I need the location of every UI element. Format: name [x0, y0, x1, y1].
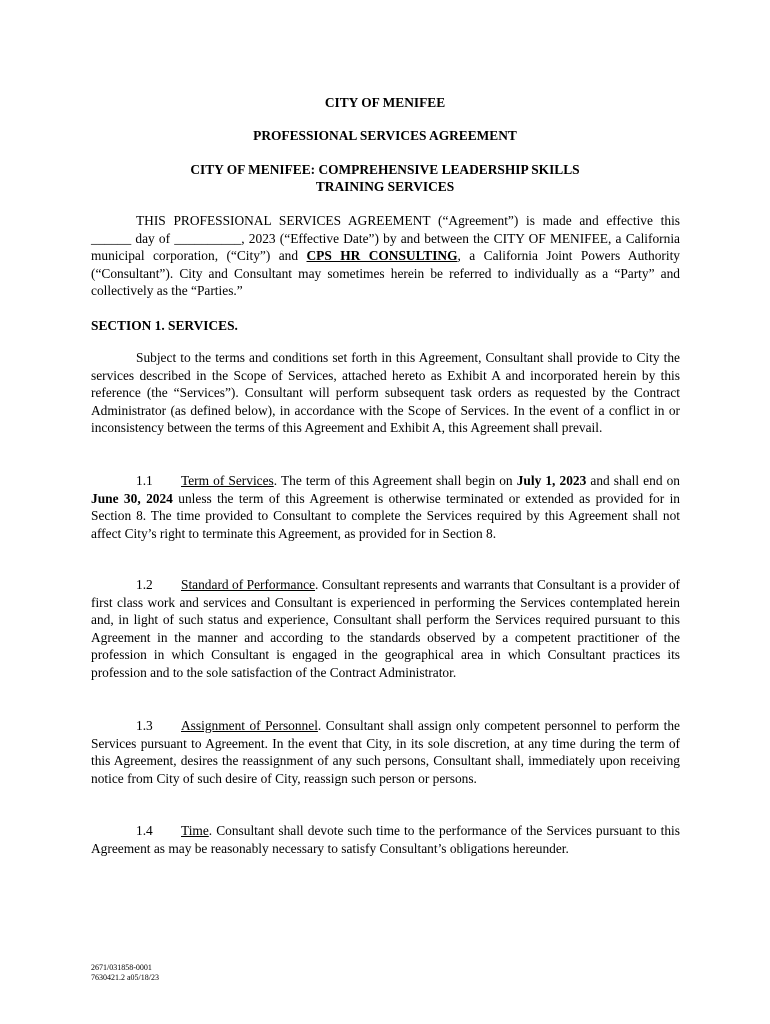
intro-text-1: THIS PROFESSIONAL SERVICES AGREEMENT (“Agreement”) is made and effective this ______ day of __________, 2023 (“Effective Date”) by and between the CITY OF MENIFEE, a California municipal corporation, (“City”) and [91, 213, 680, 264]
clause-number: 1.4 [136, 823, 153, 838]
clause-1-3 [91, 717, 680, 787]
clause-title: Standard of Performance [181, 577, 316, 592]
clause-number: 1.2 [136, 577, 153, 592]
document-title-agreement: PROFESSIONAL SERVICES AGREEMENT [253, 128, 517, 143]
clause-title: Time [181, 823, 209, 838]
clause-text: . Consultant represents and warrants that Consultant is a provider of first class work and services and Consultant is experienced in performing the Services contemplated herein and, in light of such status and experience, Consultant shall perform the Services required pursuant to this Agreement in the manner and according to the standards observed by a competent practitioner of the profession in which Consultant is engaged in the geographical area in which Consultant practices its profession and to the sole satisfaction of the Contract Administrator. [91, 577, 680, 680]
footer-version: 7630421.2 a05/18/23 [91, 973, 159, 982]
start-date: July 1, 2023 [516, 473, 587, 488]
clause-1-2 [91, 576, 680, 682]
document-title-city: CITY OF MENIFEE [324, 95, 446, 110]
document-subtitle-line1: CITY OF MENIFEE: COMPREHENSIVE LEADERSHIP SKILLS [190, 162, 580, 177]
clause-title: Assignment of Personnel [181, 718, 318, 733]
consultant-name: CPS HR CONSULTING [306, 248, 458, 264]
intro-text-2: , a California Joint Powers Authority (“Consultant”). City and Consultant may sometimes herein be referred to individually as a “Party” and collectively as the “Parties.” [91, 248, 680, 299]
clause-text: and shall end on [586, 473, 680, 488]
clause-1-1 [91, 472, 680, 542]
end-date: June 30, 2024 [91, 490, 173, 506]
footer-file-number: 2671/031858-0001 [91, 963, 152, 972]
document-footer [91, 963, 159, 983]
section-1-heading: SECTION 1. SERVICES. [91, 318, 238, 333]
clause-text: unless the term of this Agreement is otherwise terminated or extended as provided for in Section 8. The time provided to Consultant to complete the Services required by this Agreement shall not affect City’s right to terminate this Agreement, as provided for in Section 8. [91, 490, 680, 541]
clause-text: . Consultant shall devote such time to the performance of the Services pursuant to this Agreement as may be reasonably necessary to satisfy Consultant’s obligations hereunder. [91, 823, 680, 856]
clause-1-4 [91, 822, 680, 857]
clause-text: . Consultant shall assign only competent personnel to perform the Services pursuant to Agreement. In the event that City, in its sole discretion, at any time during the term of this Agreement, desires the reassignment of any such persons, Consultant shall, immediately upon receiving notice from City of such desire of City, reassign such person or persons. [91, 718, 680, 786]
intro-paragraph [91, 212, 680, 300]
document-subtitle-line2: TRAINING SERVICES [315, 179, 455, 194]
clause-text: . The term of this Agreement shall begin on [273, 473, 517, 488]
clause-title: Term of Services [181, 473, 274, 488]
section-1-body: Subject to the terms and conditions set forth in this Agreement, Consultant shall provide to City the services described in the Scope of Services, attached hereto as Exhibit A and incorporated herein by this reference (the “Services”). Consultant will perform subsequent task orders as requested by the Contract Administrator (as defined below), in accordance with the Scope of Services. In the event of a conflict in or inconsistency between the terms of this Agreement and Exhibit A, this Agreement shall prevail. [91, 350, 680, 436]
clause-number: 1.1 [136, 473, 153, 488]
clause-number: 1.3 [136, 718, 153, 733]
